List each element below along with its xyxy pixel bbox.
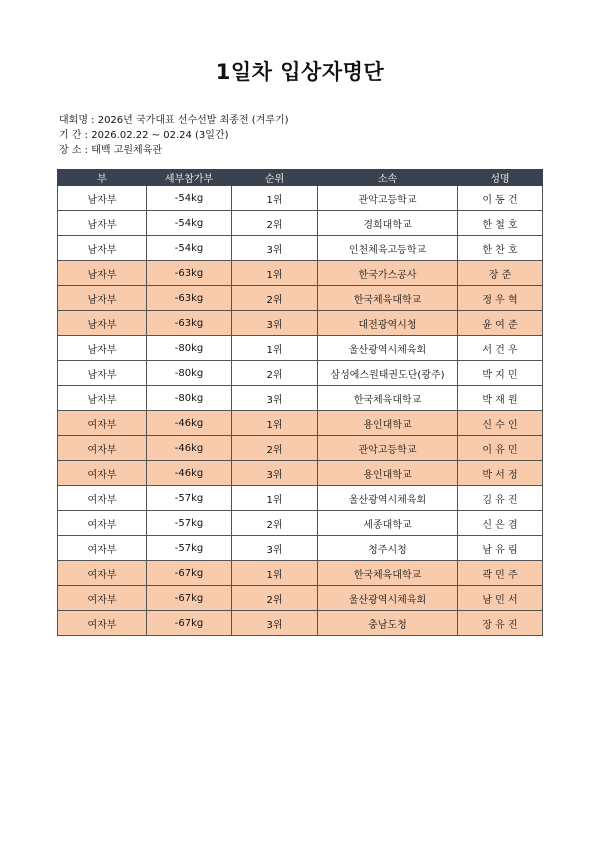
cell-category: -57kg (147, 511, 232, 536)
cell-category: -46kg (147, 436, 232, 461)
table-row (58, 311, 543, 336)
table-row (58, 561, 543, 586)
cell-division: 여자부 (58, 536, 147, 561)
cell-team: 충남도청 (318, 611, 458, 636)
table-row (58, 186, 543, 211)
cell-category: -54kg (147, 236, 232, 261)
table-row (58, 611, 543, 636)
table-row (58, 461, 543, 486)
cell-category: -63kg (147, 286, 232, 311)
cell-rank: 3위 (232, 311, 318, 336)
cell-team: 한국체육대학교 (318, 286, 458, 311)
cell-rank: 2위 (232, 436, 318, 461)
table-row (58, 436, 543, 461)
cell-category: -46kg (147, 411, 232, 436)
cell-rank: 2위 (232, 286, 318, 311)
cell-team: 울산광역시체육회 (318, 486, 458, 511)
cell-division: 남자부 (58, 261, 147, 286)
cell-rank: 1위 (232, 261, 318, 286)
cell-team: 세종대학교 (318, 511, 458, 536)
cell-division: 남자부 (58, 361, 147, 386)
table-row (58, 511, 543, 536)
cell-category: -63kg (147, 311, 232, 336)
header-team: 소속 (318, 170, 458, 186)
header-rank: 순위 (232, 170, 318, 186)
cell-team: 용인대학교 (318, 461, 458, 486)
cell-team: 관악고등학교 (318, 186, 458, 211)
cell-name: 신 수 인 (458, 411, 543, 436)
results-table (57, 169, 543, 636)
table-row (58, 286, 543, 311)
table-header-row (58, 170, 543, 186)
page-title: 1일차 입상자명단 (215, 60, 385, 84)
cell-category: -80kg (147, 361, 232, 386)
cell-team: 한국체육대학교 (318, 386, 458, 411)
cell-team: 인천체육고등학교 (318, 236, 458, 261)
cell-team: 청주시청 (318, 536, 458, 561)
cell-name: 박 재 원 (458, 386, 543, 411)
cell-name: 정 우 혁 (458, 286, 543, 311)
cell-team: 울산광역시체육회 (318, 586, 458, 611)
cell-category: -57kg (147, 536, 232, 561)
header-division: 부 (58, 170, 147, 186)
cell-division: 남자부 (58, 236, 147, 261)
cell-team: 한국가스공사 (318, 261, 458, 286)
cell-rank: 1위 (232, 561, 318, 586)
table-row (58, 586, 543, 611)
cell-name: 곽 민 주 (458, 561, 543, 586)
cell-division: 여자부 (58, 411, 147, 436)
cell-division: 여자부 (58, 586, 147, 611)
cell-name: 한 철 호 (458, 211, 543, 236)
cell-division: 여자부 (58, 611, 147, 636)
cell-team: 대전광역시청 (318, 311, 458, 336)
cell-rank: 3위 (232, 386, 318, 411)
cell-name: 한 찬 호 (458, 236, 543, 261)
cell-division: 남자부 (58, 186, 147, 211)
cell-division: 여자부 (58, 461, 147, 486)
table-row (58, 536, 543, 561)
cell-rank: 1위 (232, 336, 318, 361)
cell-category: -80kg (147, 336, 232, 361)
cell-name: 윤 여 준 (458, 311, 543, 336)
header-category: 세부참가부 (147, 170, 232, 186)
cell-category: -67kg (147, 611, 232, 636)
cell-team: 경희대학교 (318, 211, 458, 236)
cell-rank: 2위 (232, 511, 318, 536)
cell-rank: 3위 (232, 236, 318, 261)
table-row (58, 211, 543, 236)
cell-category: -67kg (147, 561, 232, 586)
cell-division: 여자부 (58, 436, 147, 461)
cell-division: 남자부 (58, 386, 147, 411)
cell-rank: 3위 (232, 611, 318, 636)
cell-name: 장 준 (458, 261, 543, 286)
table-row (58, 336, 543, 361)
cell-category: -67kg (147, 586, 232, 611)
cell-rank: 2위 (232, 361, 318, 386)
competition-info (59, 113, 289, 158)
cell-team: 한국체육대학교 (318, 561, 458, 586)
cell-category: -54kg (147, 211, 232, 236)
cell-category: -63kg (147, 261, 232, 286)
cell-category: -54kg (147, 186, 232, 211)
cell-name: 장 유 진 (458, 611, 543, 636)
table-row (58, 236, 543, 261)
cell-division: 남자부 (58, 286, 147, 311)
cell-team: 삼성에스원태권도단(광주) (318, 361, 458, 386)
cell-name: 박 서 정 (458, 461, 543, 486)
header-name: 성명 (458, 170, 543, 186)
cell-rank: 1위 (232, 411, 318, 436)
cell-name: 이 유 민 (458, 436, 543, 461)
cell-category: -46kg (147, 461, 232, 486)
cell-name: 남 유 림 (458, 536, 543, 561)
cell-team: 용인대학교 (318, 411, 458, 436)
table-row (58, 261, 543, 286)
competition-period: 기 간 : 2026.02.22 ~ 02.24 (3일간) (59, 130, 229, 141)
cell-division: 여자부 (58, 561, 147, 586)
cell-division: 남자부 (58, 336, 147, 361)
cell-name: 남 민 서 (458, 586, 543, 611)
table-row (58, 486, 543, 511)
cell-rank: 2위 (232, 211, 318, 236)
table-row (58, 361, 543, 386)
cell-team: 관악고등학교 (318, 436, 458, 461)
cell-name: 박 지 민 (458, 361, 543, 386)
table-row (58, 411, 543, 436)
cell-division: 남자부 (58, 311, 147, 336)
cell-category: -57kg (147, 486, 232, 511)
table-row (58, 386, 543, 411)
cell-division: 여자부 (58, 486, 147, 511)
cell-category: -80kg (147, 386, 232, 411)
cell-team: 울산광역시체육회 (318, 336, 458, 361)
cell-name: 이 동 건 (458, 186, 543, 211)
cell-rank: 1위 (232, 186, 318, 211)
cell-rank: 1위 (232, 486, 318, 511)
cell-name: 서 건 우 (458, 336, 543, 361)
competition-venue: 장 소 : 태백 고원체육관 (59, 145, 163, 156)
cell-rank: 3위 (232, 536, 318, 561)
table-body (58, 186, 543, 636)
competition-name: 대회명 : 2026년 국가대표 선수선발 최종전 (겨루기) (59, 115, 289, 126)
cell-name: 신 은 겸 (458, 511, 543, 536)
cell-name: 김 유 진 (458, 486, 543, 511)
cell-division: 여자부 (58, 511, 147, 536)
cell-division: 남자부 (58, 211, 147, 236)
cell-rank: 2위 (232, 586, 318, 611)
cell-rank: 3위 (232, 461, 318, 486)
